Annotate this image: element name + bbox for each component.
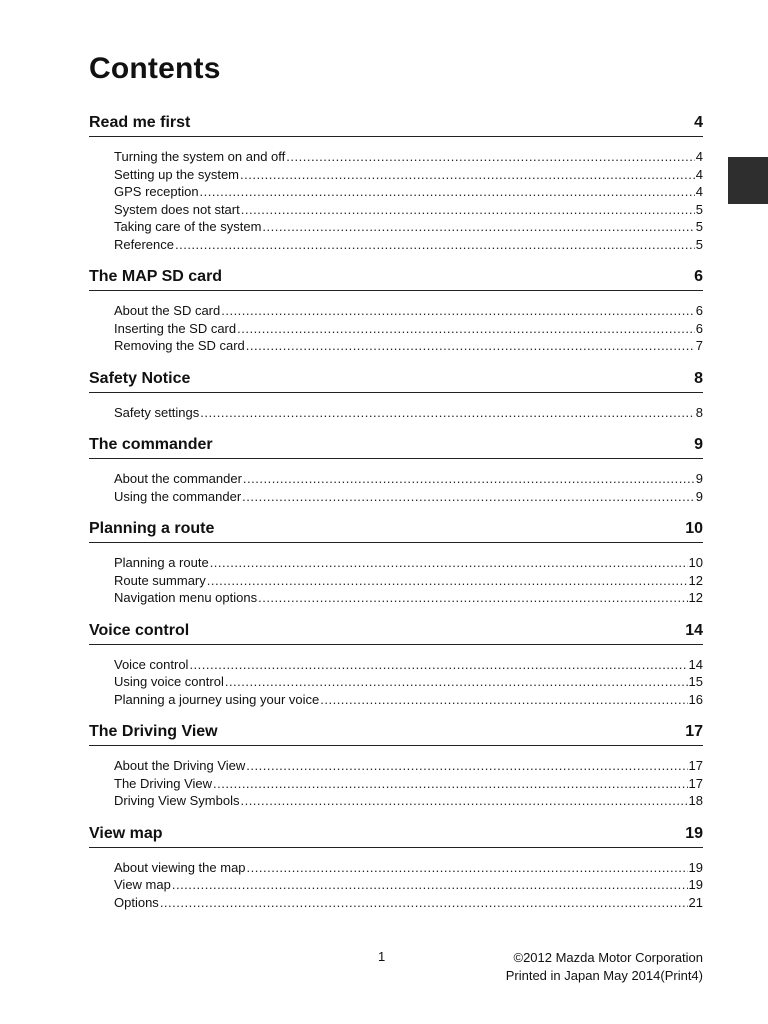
entry-label: Turning the system on and off (114, 149, 286, 164)
dot-leader (225, 673, 688, 691)
toc-section (89, 821, 703, 912)
entry-label: Navigation menu options (114, 590, 258, 605)
toc-entry[interactable] (114, 876, 703, 894)
toc-entry[interactable] (114, 691, 703, 709)
toc-entry-list (89, 554, 703, 607)
entry-page-number: 16 (688, 691, 703, 707)
section-title: Voice control (89, 621, 190, 639)
chapter-tab-marker (728, 157, 768, 204)
entry-label: Route summary (114, 572, 206, 588)
toc-entry[interactable] (114, 236, 703, 254)
entry-page-number: 19 (688, 859, 703, 875)
entry-label: Voice control (114, 656, 189, 672)
toc-section-heading[interactable] (89, 719, 703, 746)
entry-page-number: 9 (695, 488, 703, 504)
section-title: Planning a route (89, 520, 215, 537)
section-page-number: 17 (685, 723, 703, 740)
entry-label: Planning a journey using your voice (114, 691, 320, 707)
entry-label: About the SD card (114, 303, 221, 318)
toc-entry[interactable] (114, 183, 703, 201)
entry-label: Reference (114, 236, 174, 252)
entry-page-number: 21 (688, 894, 703, 910)
section-page-number: 4 (694, 114, 703, 131)
toc-section (89, 366, 703, 422)
section-page-number: 10 (685, 520, 703, 537)
entry-label: Using voice control (114, 674, 224, 689)
dot-leader (262, 218, 694, 236)
entry-page-number: 4 (695, 184, 703, 199)
entry-label: Planning a route (114, 555, 209, 570)
toc-entry-list (89, 757, 703, 810)
toc-section-heading[interactable] (89, 618, 703, 645)
entry-page-number: 12 (688, 572, 703, 588)
dot-leader (243, 470, 695, 488)
section-title: The MAP SD card (89, 268, 223, 285)
toc-section (89, 618, 703, 709)
dot-leader (246, 337, 695, 355)
toc-entry[interactable] (114, 792, 703, 810)
dot-leader (200, 404, 694, 422)
toc-section-heading[interactable] (89, 432, 703, 459)
dot-leader (200, 183, 695, 201)
entry-label: Inserting the SD card (114, 320, 237, 336)
entry-page-number: 5 (695, 219, 703, 234)
entry-page-number: 14 (688, 656, 703, 672)
toc-entry[interactable] (114, 302, 703, 320)
entry-page-number: 10 (688, 555, 703, 570)
entry-page-number: 12 (688, 590, 703, 605)
toc-entry-list (89, 859, 703, 912)
dot-leader (237, 320, 695, 338)
entry-label: Using the commander (114, 488, 242, 504)
footer-page-number: 1 (378, 949, 386, 964)
toc-section-heading[interactable] (89, 110, 703, 137)
toc-section (89, 264, 703, 355)
toc-entry-list (89, 404, 703, 422)
section-page-number: 9 (694, 436, 703, 453)
toc-entry[interactable] (114, 673, 703, 691)
dot-leader (213, 775, 688, 793)
print-info-text: Printed in Japan May 2014(Print4) (505, 968, 703, 983)
dot-leader (320, 691, 687, 709)
toc-entry[interactable] (114, 656, 703, 674)
toc-entry[interactable] (114, 201, 703, 219)
dot-leader (242, 488, 695, 506)
entry-page-number: 15 (688, 674, 703, 689)
toc-entry[interactable] (114, 589, 703, 607)
toc-entry[interactable] (114, 320, 703, 338)
entry-label: GPS reception (114, 184, 199, 199)
table-of-contents (89, 110, 703, 922)
dot-leader (240, 166, 695, 184)
dot-leader (172, 876, 688, 894)
dot-leader (241, 201, 695, 219)
entry-page-number: 5 (695, 236, 703, 252)
toc-section (89, 110, 703, 253)
entry-page-number: 17 (688, 758, 703, 773)
entry-label: Driving View Symbols (114, 793, 240, 808)
entry-label: View map (114, 877, 171, 892)
toc-entry[interactable] (114, 894, 703, 912)
toc-entry[interactable] (114, 148, 703, 166)
section-page-number: 6 (694, 268, 703, 285)
entry-label: Taking care of the system (114, 219, 262, 234)
toc-section-heading[interactable] (89, 516, 703, 543)
entry-page-number: 7 (695, 338, 703, 353)
entry-label: Safety settings (114, 404, 200, 420)
toc-entry[interactable] (114, 859, 703, 877)
entry-page-number: 17 (688, 775, 703, 791)
entry-page-number: 19 (688, 877, 703, 892)
section-title: Read me first (89, 114, 191, 131)
page-title: Contents (89, 52, 221, 85)
footer-copyright-block (506, 949, 703, 985)
toc-section (89, 719, 703, 810)
toc-entry[interactable] (114, 757, 703, 775)
toc-entry-list (89, 302, 703, 355)
toc-entry[interactable] (114, 775, 703, 793)
toc-entry-list (89, 148, 703, 253)
dot-leader (160, 894, 688, 912)
section-title: View map (89, 824, 163, 842)
toc-entry[interactable] (114, 218, 703, 236)
entry-label: About the Driving View (114, 758, 246, 773)
toc-section-heading[interactable] (89, 821, 703, 848)
dot-leader (221, 302, 695, 320)
toc-entry[interactable] (114, 488, 703, 506)
dot-leader (247, 859, 688, 877)
toc-entry-list (89, 470, 703, 505)
toc-section-heading[interactable] (89, 264, 703, 291)
entry-page-number: 9 (695, 471, 703, 486)
entry-page-number: 6 (695, 320, 703, 336)
entry-label: About viewing the map (114, 859, 246, 875)
copyright-text: ©2012 Mazda Motor Corporation (513, 950, 703, 965)
toc-entry[interactable] (114, 337, 703, 355)
toc-entry[interactable] (114, 166, 703, 184)
toc-section (89, 432, 703, 505)
section-title: The Driving View (89, 723, 218, 740)
section-page-number: 8 (694, 369, 703, 387)
dot-leader (246, 757, 687, 775)
entry-page-number: 4 (695, 149, 703, 164)
entry-page-number: 4 (695, 166, 703, 182)
toc-section (89, 516, 703, 607)
section-page-number: 14 (685, 621, 703, 639)
entry-label: Removing the SD card (114, 338, 245, 353)
entry-page-number: 8 (695, 404, 703, 420)
entry-label: Setting up the system (114, 166, 240, 182)
dot-leader (286, 148, 694, 166)
entry-page-number: 6 (695, 303, 703, 318)
dot-leader (175, 236, 695, 254)
section-title: The commander (89, 436, 213, 453)
entry-label: System does not start (114, 201, 240, 217)
dot-leader (189, 656, 687, 674)
section-title: Safety Notice (89, 369, 191, 387)
toc-entry-list (89, 656, 703, 709)
dot-leader (207, 572, 688, 590)
toc-entry[interactable] (114, 554, 703, 572)
toc-section-heading[interactable] (89, 366, 703, 393)
entry-label: About the commander (114, 471, 242, 486)
dot-leader (240, 792, 687, 810)
section-page-number: 19 (685, 824, 703, 842)
entry-page-number: 5 (695, 201, 703, 217)
entry-page-number: 18 (688, 793, 703, 808)
toc-entry[interactable] (114, 470, 703, 488)
toc-entry[interactable] (114, 404, 703, 422)
dot-leader (258, 589, 687, 607)
toc-entry[interactable] (114, 572, 703, 590)
entry-label: Options (114, 894, 159, 910)
dot-leader (210, 554, 688, 572)
entry-label: The Driving View (114, 775, 213, 791)
